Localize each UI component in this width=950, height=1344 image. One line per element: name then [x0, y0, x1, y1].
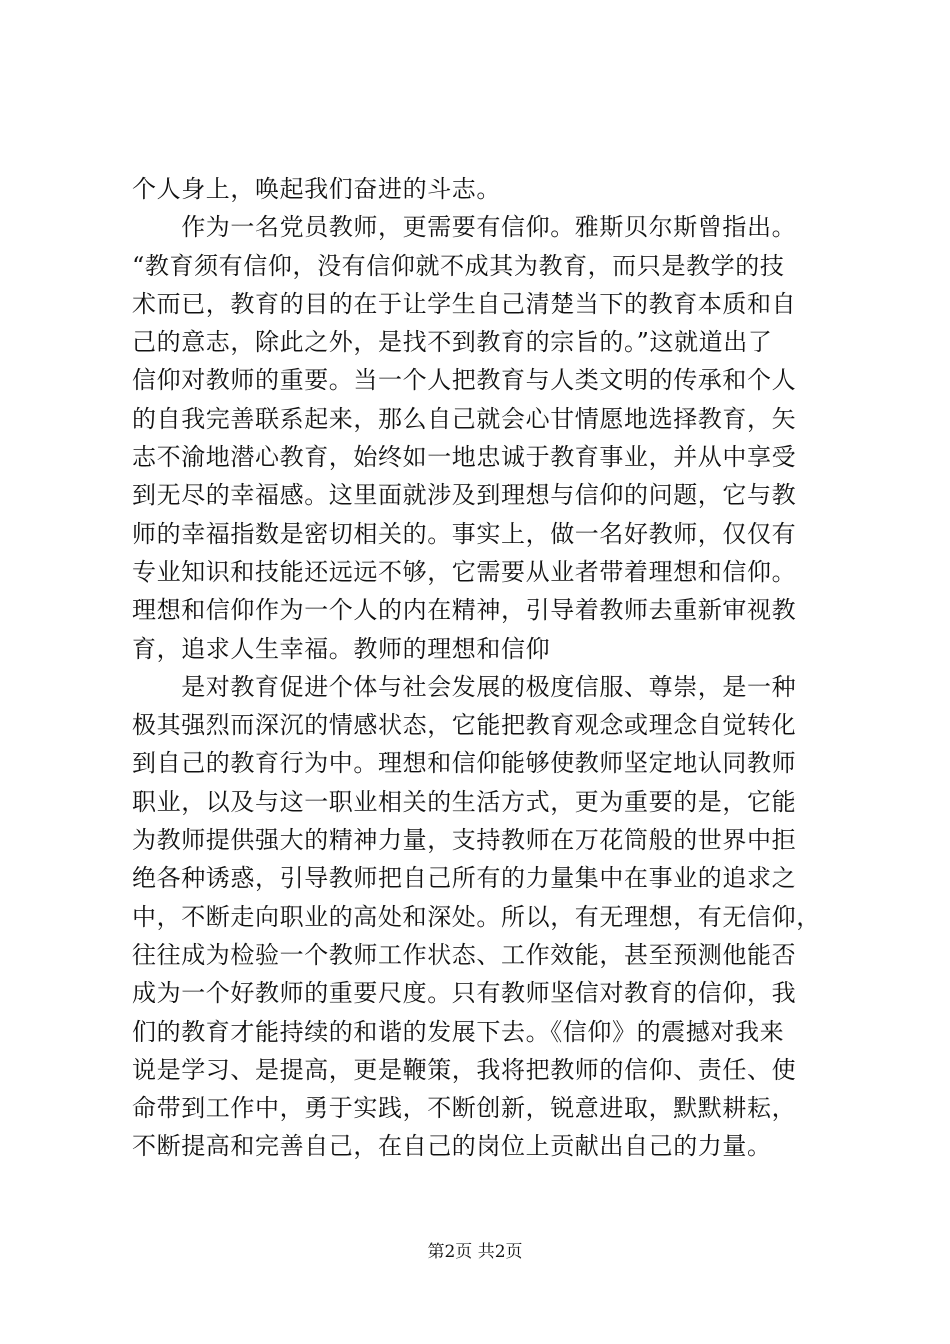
body-text	[132, 170, 832, 1166]
text-line: 往往成为检验一个教师工作状态、工作效能，甚至预测他能否	[132, 940, 797, 969]
text-line: “教育须有信仰，没有信仰就不成其为教育，而只是教学的技	[132, 251, 785, 280]
text-line: 信仰对教师的重要。当一个人把教育与人类文明的传承和个人	[132, 366, 797, 395]
text-line: 己的意志，除此之外，是找不到教育的宗旨的。”这就道出了	[132, 328, 773, 357]
text-line: 术而已，教育的目的在于让学生自己清楚当下的教育本质和自	[132, 289, 797, 318]
text-line: 命带到工作中，勇于实践，不断创新，锐意进取，默默耕耘，	[132, 1094, 797, 1123]
text-line: 个人身上，唤起我们奋进的斗志。	[132, 175, 501, 203]
text-line: 专业知识和技能还远远不够，它需要从业者带着理想和信仰。	[132, 557, 797, 586]
text-line: 志不渝地潜心教育，始终如一地忠诚于教育事业，并从中享受	[132, 443, 797, 472]
text-line: 们的教育才能持续的和谐的发展下去。《信仰》的震撼对我来	[132, 1017, 785, 1046]
text-line: 理想和信仰作为一个人的内在精神，引导着教师去重新审视教	[132, 596, 797, 625]
text-line: 不断提高和完善自己，在自己的岗位上贡献出自己的力量。	[132, 1132, 772, 1161]
text-line: 育，追求人生幸福。教师的理想和信仰	[132, 634, 551, 663]
page-number-footer: 第2页 共2页	[427, 1242, 523, 1262]
text-line: 到自己的教育行为中。理想和信仰能够使教师坚定地认同教师	[132, 749, 797, 778]
text-line: 是对教育促进个体与社会发展的极度信服、尊崇，是一种	[132, 672, 797, 701]
text-line: 到无尽的幸福感。这里面就涉及到理想与信仰的问题，它与教	[132, 481, 797, 510]
text-line: 为教师提供强大的精神力量，支持教师在万花筒般的世界中拒	[132, 826, 797, 855]
text-line: 职业，以及与这一职业相关的生活方式，更为重要的是，它能	[132, 787, 797, 816]
text-line: 中，不断走向职业的高处和深处。所以，有无理想，有无信仰，	[132, 902, 821, 931]
text-line: 成为一个好教师的重要尺度。只有教师坚信对教育的信仰，我	[132, 979, 797, 1008]
text-line: 绝各种诱惑，引导教师把自己所有的力量集中在事业的追求之	[132, 864, 797, 893]
text-line: 作为一名党员教师，更需要有信仰。雅斯贝尔斯曾指出。	[132, 213, 797, 242]
text-line: 的自我完善联系起来，那么自己就会心甘情愿地选择教育，矢	[132, 404, 797, 433]
text-line: 极其强烈而深沉的情感状态，它能把教育观念或理念自觉转化	[132, 711, 797, 740]
text-line: 师的幸福指数是密切相关的。事实上，做一名好教师，仅仅有	[132, 519, 797, 548]
text-line: 说是学习、是提高，更是鞭策，我将把教师的信仰、责任、使	[132, 1055, 797, 1084]
